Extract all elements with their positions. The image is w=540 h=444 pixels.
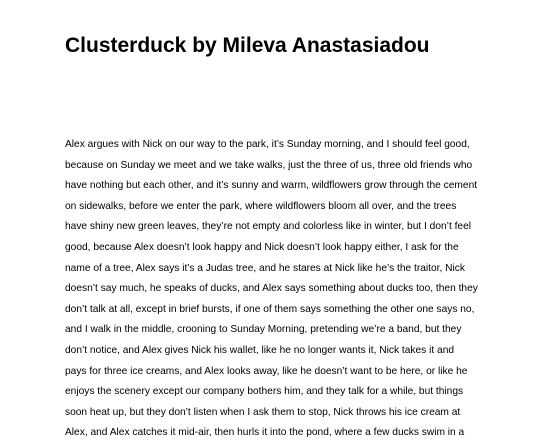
- paragraph-line: because on Sunday we meet and we take walks, just the three of us, three old friends who: [65, 159, 473, 171]
- paragraph-line: Alex, and Alex catches it mid-air, then hurls it into the pond, where a few ducks swim in a: [65, 427, 465, 439]
- paragraph-line: enjoys the scenery except our company bothers him, and they talk for a while, but things: [65, 386, 464, 398]
- story-paragraph: [65, 135, 535, 444]
- paragraph-line: don’t notice, and Alex gives Nick his wallet, like he no longer wants it, Nick takes it and: [65, 344, 455, 356]
- paragraph-line: Alex argues with Nick on our way to the park, it’s Sunday morning, and I should feel good,: [65, 139, 470, 150]
- paragraph-line: soon heat up, but they don’t listen when I ask them to stop, Nick throws his ice cream at: [65, 406, 461, 418]
- paragraph-line: pays for three ice creams, and Alex looks away, like he doesn’t want to be here, or like he: [65, 365, 468, 377]
- paragraph-line: on sidewalks, before we enter the park, where wildflowers bloom all over, and the trees: [65, 200, 457, 212]
- document-title: Clusterduck by Mileva Anastasiadou: [65, 34, 430, 57]
- paragraph-line: have nothing but each other, and it’s sunny and warm, wildflowers grow through the cement: [65, 180, 478, 192]
- paragraph-line: doesn’t say much, he speaks of ducks, and Alex says something about ducks too, then they: [65, 283, 478, 295]
- paragraph-line: don’t talk at all, except in brief bursts, if one of them says something the other one says no,: [65, 303, 475, 315]
- paragraph-line: and I walk in the middle, crooning to Sunday Morning, pretending we’re a band, but they: [65, 324, 462, 336]
- paragraph-line: name of a tree, Alex says it’s a Judas tree, and he stares at Nick like he’s the traitor, Nick: [65, 262, 465, 274]
- paragraph-line: good, because Alex doesn’t look happy and Nick doesn’t look happy either, I ask for the: [65, 241, 459, 253]
- paragraph-line: have shiny new green leaves, they’re not empty and colorless like in winter, but I don’t feel: [65, 221, 472, 233]
